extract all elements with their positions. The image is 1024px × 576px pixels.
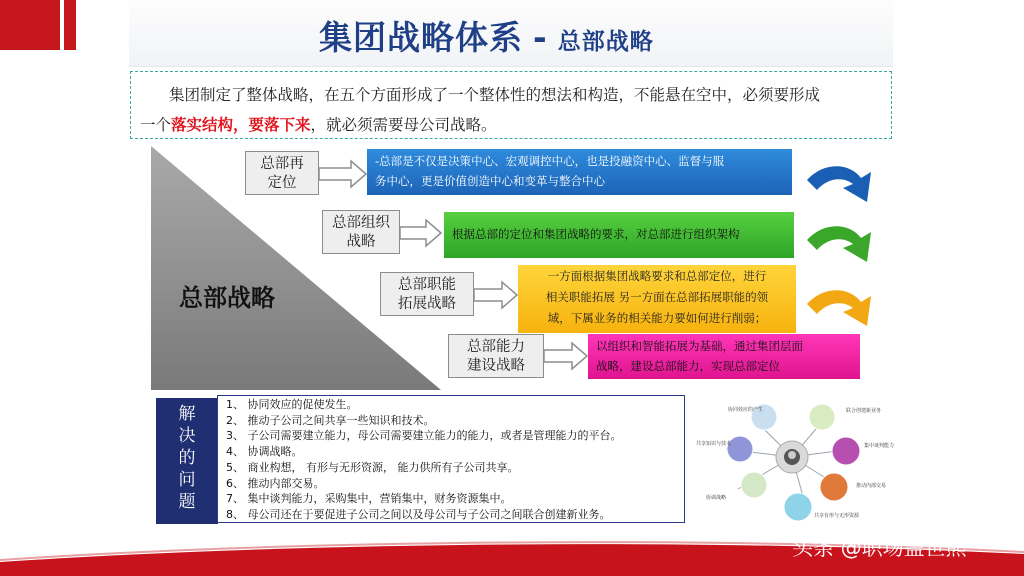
intro-line-1: 集团制定了整体战略，在五个方面形成了一个整体性的想法和构造，不能悬在空中，必须要形成 bbox=[169, 86, 821, 104]
level-3-arrow bbox=[474, 282, 518, 308]
level-2-label bbox=[322, 210, 400, 254]
level-1-box bbox=[367, 149, 792, 195]
triangle-label: 总部战略 bbox=[179, 284, 275, 312]
problems-heading-char-2: 决 bbox=[178, 426, 196, 446]
problem-item: 7、 集中谈判能力，采购集中，营销集中，财务资源集中。 bbox=[226, 492, 512, 506]
level-4-text-2: 战略，建设总部能力，实现总部定位 bbox=[596, 359, 780, 373]
wheel-label: 共享知识与技术 bbox=[696, 441, 732, 447]
level-1-text-2: 务中心，更是价值创造中心和变革与整合中心 bbox=[375, 174, 605, 188]
problem-item: 1、 协同效应的促使发生。 bbox=[226, 398, 358, 411]
problem-item: 2、 推动子公司之间共享一些知识和技术。 bbox=[226, 413, 435, 427]
intro-suffix: ，就必须需要母公司战略。 bbox=[310, 116, 497, 134]
level-3-label bbox=[380, 272, 474, 316]
problem-item: 5、 商业构想， 有形与无形资源， 能力供所有子公司共享。 bbox=[226, 460, 519, 474]
problem-item: 4、 协调战略。 bbox=[226, 445, 303, 459]
problem-item: 8、 母公司还在于要促进子公司之间以及母公司与子公司之间联合创建新业务。 bbox=[226, 507, 611, 521]
problem-item: 6、 推动内部交易。 bbox=[226, 476, 325, 490]
level-4-text-1: 以组织和智能拓展为基础，通过集团层面 bbox=[596, 339, 803, 353]
slide bbox=[129, 0, 893, 530]
level-4-label-line1: 总部能力 bbox=[467, 339, 525, 355]
wheel-label: 推动内部交易 bbox=[856, 483, 887, 489]
level-3-curve-arrow bbox=[805, 282, 877, 328]
problems-heading-char-1: 解 bbox=[178, 404, 196, 424]
level-4-arrow bbox=[544, 343, 588, 369]
level-4-label bbox=[448, 334, 544, 378]
problem-item: 3、 子公司需要建立能力，母公司需要建立能力的能力，或者是管理能力的平台。 bbox=[226, 429, 622, 443]
level-2-label-line1: 总部组织 bbox=[332, 215, 390, 231]
level-3-text-2: 相关职能拓展 另一方面在总部拓展职能的领 bbox=[545, 290, 769, 304]
intro-highlight: 落实结构，要落下来 bbox=[171, 116, 311, 134]
wheel-node bbox=[832, 437, 860, 465]
level-1-arrow bbox=[319, 161, 367, 187]
wheel-label: 协调战略 bbox=[706, 495, 727, 501]
level-1-label bbox=[245, 151, 319, 195]
level-2-text-1: 根据总部的定位和集团战略的要求，对总部进行组织架构 bbox=[452, 227, 740, 241]
problems-heading-char-4: 问 bbox=[178, 470, 196, 490]
level-1-text-1: -总部是不仅是决策中心、宏观调控中心，也是投融资中心、监督与服 bbox=[375, 154, 725, 168]
corner-bar-left bbox=[0, 0, 60, 50]
intro-prefix: 一个 bbox=[140, 116, 172, 134]
level-3-label-line2: 拓展战略 bbox=[398, 296, 456, 312]
title-main: 集团战略体系 bbox=[319, 18, 523, 57]
level-2-label-line2: 战略 bbox=[346, 234, 376, 250]
intro-box bbox=[130, 71, 892, 139]
level-2-curve-arrow bbox=[805, 218, 877, 264]
wheel-node bbox=[727, 436, 753, 462]
wheel-node bbox=[809, 404, 835, 430]
level-4-box bbox=[588, 334, 860, 379]
intro-line-2 bbox=[140, 113, 497, 135]
page-title bbox=[319, 12, 654, 59]
level-2-arrow bbox=[400, 220, 442, 246]
watermark: 头条 @职场盖世熊 bbox=[792, 536, 967, 560]
level-3-box bbox=[518, 265, 796, 333]
synergy-wheel bbox=[694, 395, 895, 527]
level-3-label-line1: 总部职能 bbox=[398, 277, 456, 293]
level-1-curve-arrow bbox=[805, 158, 877, 204]
level-1-label-line2: 定位 bbox=[267, 175, 297, 191]
problems-heading bbox=[156, 398, 218, 524]
level-1-label-line1: 总部再 bbox=[260, 156, 304, 172]
level-2-box bbox=[444, 212, 794, 258]
wheel-label: 共享有形与无形资源 bbox=[814, 513, 860, 519]
title-sub: 总部战略 bbox=[557, 29, 654, 55]
level-3-text-3: 域，下属业务的相关能力要如何进行削弱； bbox=[547, 311, 767, 325]
wheel-node bbox=[784, 493, 812, 521]
problems-heading-char-5: 题 bbox=[178, 492, 196, 512]
corner-bar-right bbox=[64, 0, 76, 50]
level-3-text-1: 一方面根据集团战略要求和总部定位，进行 bbox=[547, 269, 767, 283]
title-bar bbox=[129, 0, 893, 67]
wheel-label: 协同效应的产生 bbox=[728, 407, 764, 413]
wheel-label: 集中谈判能力 bbox=[864, 443, 895, 449]
wheel-hub-highlight bbox=[788, 451, 796, 459]
wheel-node bbox=[820, 473, 848, 501]
wheel-node bbox=[741, 472, 767, 498]
title-dash: - bbox=[533, 18, 548, 57]
wheel-label: 联合创建新业务 bbox=[846, 408, 882, 414]
problems-list bbox=[217, 395, 685, 523]
level-4-label-line2: 建设战略 bbox=[467, 358, 525, 374]
problems-heading-char-3: 的 bbox=[178, 448, 196, 468]
